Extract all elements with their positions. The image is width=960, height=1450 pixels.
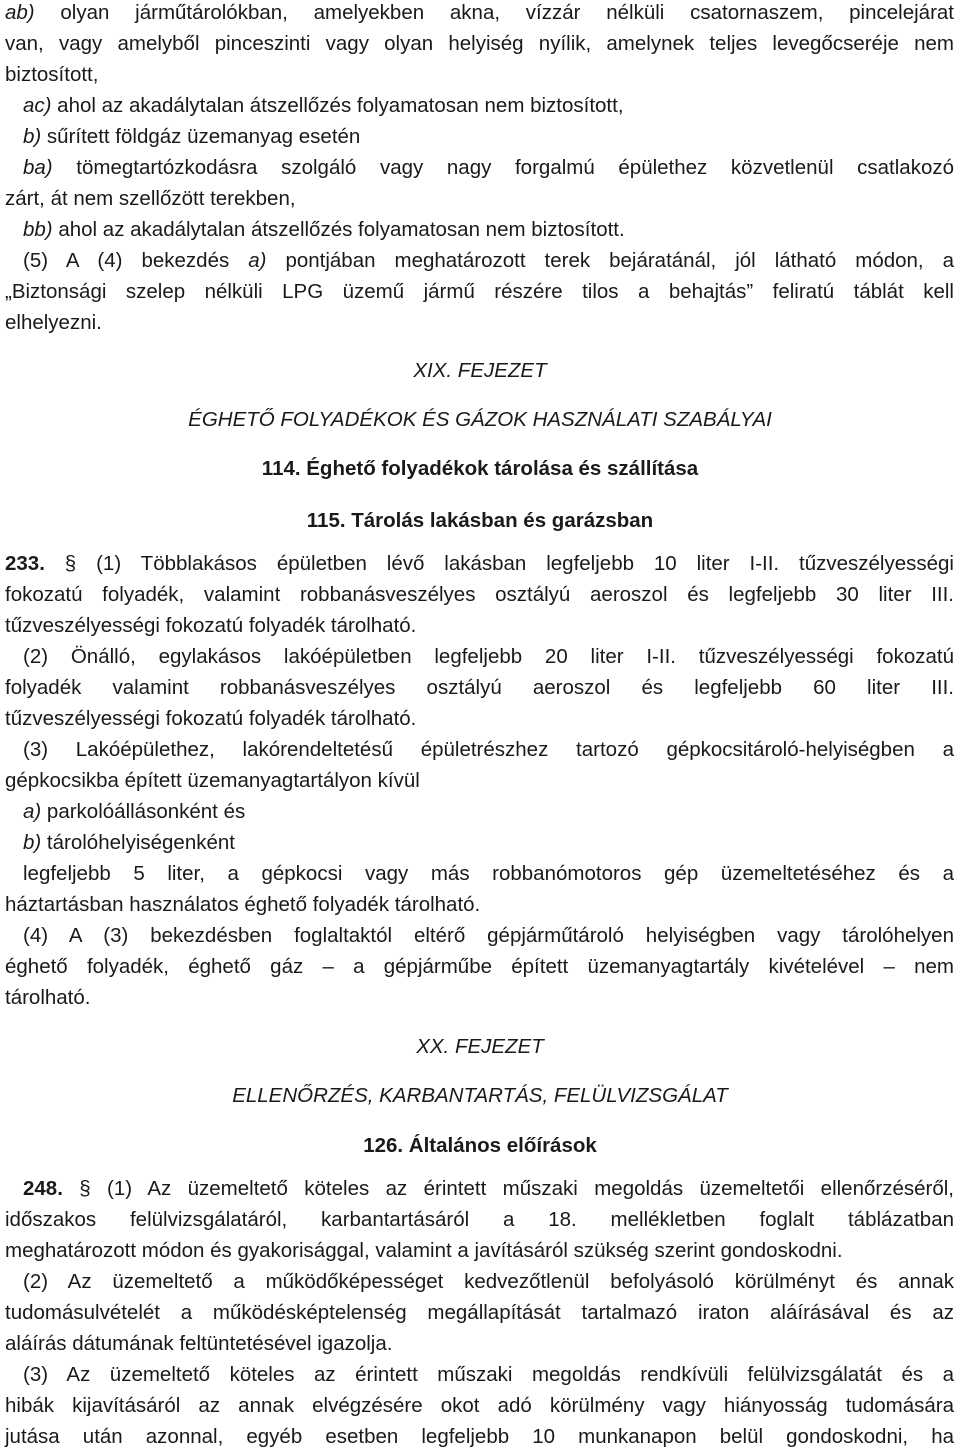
text-span: gépkocsikba épített üzemanyagtartályon kívül [5, 769, 420, 792]
text-line-l12 [0, 358, 960, 384]
text-span: b) [23, 125, 42, 148]
text-line-l15 [0, 508, 960, 534]
text-span: tömegtartózkodásra szolgáló vagy nagy forgalmú épülethez közvetlenül csatlakozó [52, 156, 954, 179]
text-span: (3) Lakóépülethez, lakórendeltetésű épületrészhez tartozó gépkocsitároló-helyiségben a [23, 738, 954, 761]
text-span: XX. FEJEZET [416, 1035, 544, 1058]
text-line-l22 [23, 737, 954, 763]
text-span: legfeljebb 5 liter, a gépkocsi vagy más robbanómotoros gép üzemeltetéséhez és a [23, 862, 954, 885]
text-line-l39 [5, 1331, 954, 1357]
text-line-l09 [23, 248, 954, 274]
text-span: 233. [5, 552, 45, 575]
text-line-l19 [23, 644, 954, 670]
text-line-l34 [23, 1176, 954, 1202]
text-line-l17 [5, 582, 954, 608]
text-span: folyadék valamint robbanásveszélyes osztályú aeroszol és legfeljebb 60 liter III. [5, 676, 954, 699]
text-span: meghatározott módon és gyakorisággal, valamint a javításáról szükség szerint gondoskodni. [5, 1239, 843, 1262]
text-span: ba) [23, 156, 53, 179]
text-line-l31 [0, 1034, 960, 1060]
text-span: éghető folyadék, éghető gáz – a gépjárműbe épített üzemanyagtartály kivételével – nem [5, 955, 954, 978]
text-line-l20 [5, 675, 954, 701]
text-line-l02 [5, 31, 954, 57]
text-line-l33 [0, 1133, 960, 1159]
text-line-l06 [23, 155, 954, 181]
text-line-l35 [5, 1207, 954, 1233]
text-span: tűzveszélyességi fokozatú folyadék tárolható. [5, 614, 417, 637]
text-line-l11 [5, 310, 954, 336]
text-span: hibák kijavításáról az annak elvégzésére okot adó körülmény vagy hiányosság tudomására [5, 1394, 954, 1417]
text-span: fokozatú folyadék, valamint robbanásveszélyes osztályú aeroszol és legfeljebb 30 liter III. [5, 583, 954, 606]
text-span: tárolóhelyiségenként [41, 831, 235, 854]
text-span: (2) Önálló, egylakásos lakóépületben legfeljebb 20 liter I-II. tűzveszélyességi fokozatú [23, 645, 954, 668]
text-span: időszakos felülvizsgálatáról, karbantartásáról a 18. mellékletben foglalt táblázatban [5, 1208, 954, 1231]
text-span: ELLENŐRZÉS, KARBANTARTÁS, FELÜLVIZSGÁLAT [232, 1084, 728, 1107]
text-line-l16 [5, 551, 954, 577]
text-span: biztosított, [5, 63, 99, 86]
text-line-l23 [5, 768, 954, 794]
text-line-l28 [23, 923, 954, 949]
text-span: parkolóállásonként és [41, 800, 246, 823]
text-span: van, vagy amelyből pinceszinti vagy olyan helyiség nyílik, amelynek teljes levegőcseréje nem [5, 32, 954, 55]
text-span: b) [23, 831, 42, 854]
text-line-l37 [23, 1269, 954, 1295]
text-line-l18 [5, 613, 954, 639]
text-line-l25 [23, 830, 954, 856]
text-span: 114. Éghető folyadékok tárolása és szállítása [261, 457, 699, 480]
text-span: 126. Általános előírások [363, 1134, 597, 1157]
text-line-l01 [5, 0, 954, 26]
text-span: § (1) Többlakásos épületben lévő lakásban legfeljebb 10 liter I-II. tűzveszélyességi [44, 552, 954, 575]
text-span: olyan járműtárolókban, amelyekben akna, vízzár nélküli csatornaszem, pincelejárat [34, 1, 954, 24]
text-line-l24 [23, 799, 954, 825]
text-span: sűrített földgáz üzemanyag esetén [41, 125, 361, 148]
text-span: elhelyezni. [5, 311, 102, 334]
text-span: (2) Az üzemeltető a működőképességet kedvezőtlenül befolyásoló körülményt és annak [23, 1270, 954, 1293]
text-span: jutása után azonnal, egyéb esetben legfeljebb 10 munkanapon belül gondoskodni, ha [5, 1425, 954, 1448]
text-span: „Biztonsági szelep nélküli LPG üzemű jármű részére tilos a behajtás” feliratú táblát kell [5, 280, 954, 303]
text-span: (5) A (4) bekezdés [23, 249, 249, 272]
text-line-l08 [23, 217, 954, 243]
text-span: tűzveszélyességi fokozatú folyadék tárolható. [5, 707, 417, 730]
text-span: ac) [23, 94, 52, 117]
text-line-l30 [5, 985, 954, 1011]
text-span: háztartásban használatos éghető folyadék tárolható. [5, 893, 481, 916]
text-span: 248. [23, 1177, 63, 1200]
text-span: tárolható. [5, 986, 91, 1009]
text-line-l10 [5, 279, 954, 305]
text-line-l29 [5, 954, 954, 980]
text-span: ÉGHETŐ FOLYADÉKOK ÉS GÁZOK HASZNÁLATI SZABÁLYAI [188, 408, 772, 431]
text-span: § (1) Az üzemeltető köteles az érintett műszaki megoldás üzemeltetői ellenőrzéséről, [62, 1177, 954, 1200]
text-line-l14 [0, 456, 960, 482]
text-span: bb) [23, 218, 53, 241]
text-line-l27 [5, 892, 954, 918]
text-span: (4) A (3) bekezdésben foglaltaktól eltérő gépjárműtároló helyiségben vagy tárolóhelyen [23, 924, 954, 947]
text-line-l03 [5, 62, 954, 88]
text-span: XIX. FEJEZET [413, 359, 547, 382]
text-span: ahol az akadálytalan átszellőzés folyamatosan nem biztosított. [52, 218, 625, 241]
text-span: a) [248, 249, 267, 272]
text-line-l32 [0, 1083, 960, 1109]
text-span: (3) Az üzemeltető köteles az érintett műszaki megoldás rendkívüli felülvizsgálatát és a [23, 1363, 954, 1386]
text-span: tudomásulvételét a működésképtelenség megállapítását tartalmazó iraton aláírásával és az [5, 1301, 954, 1324]
text-line-l05 [23, 124, 954, 150]
text-span: ahol az akadálytalan átszellőzés folyamatosan nem biztosított, [51, 94, 624, 117]
text-line-l40 [23, 1362, 954, 1388]
text-line-l26 [23, 861, 954, 887]
text-line-l41 [5, 1393, 954, 1419]
text-line-l07 [5, 186, 954, 212]
text-span: ab) [5, 1, 35, 24]
text-span: zárt, át nem szellőzött terekben, [5, 187, 296, 210]
text-line-l13 [0, 407, 960, 433]
text-line-l38 [5, 1300, 954, 1326]
text-span: 115. Tárolás lakásban és garázsban [306, 509, 654, 532]
text-span: aláírás dátumának feltüntetésével igazolja. [5, 1332, 393, 1355]
text-line-l04 [23, 93, 954, 119]
text-line-l21 [5, 706, 954, 732]
text-span: a) [23, 800, 42, 823]
text-line-l36 [5, 1238, 954, 1264]
text-span: pontjában meghatározott terek bejáratánál, jól látható módon, a [266, 249, 955, 272]
text-line-l42 [5, 1424, 954, 1450]
